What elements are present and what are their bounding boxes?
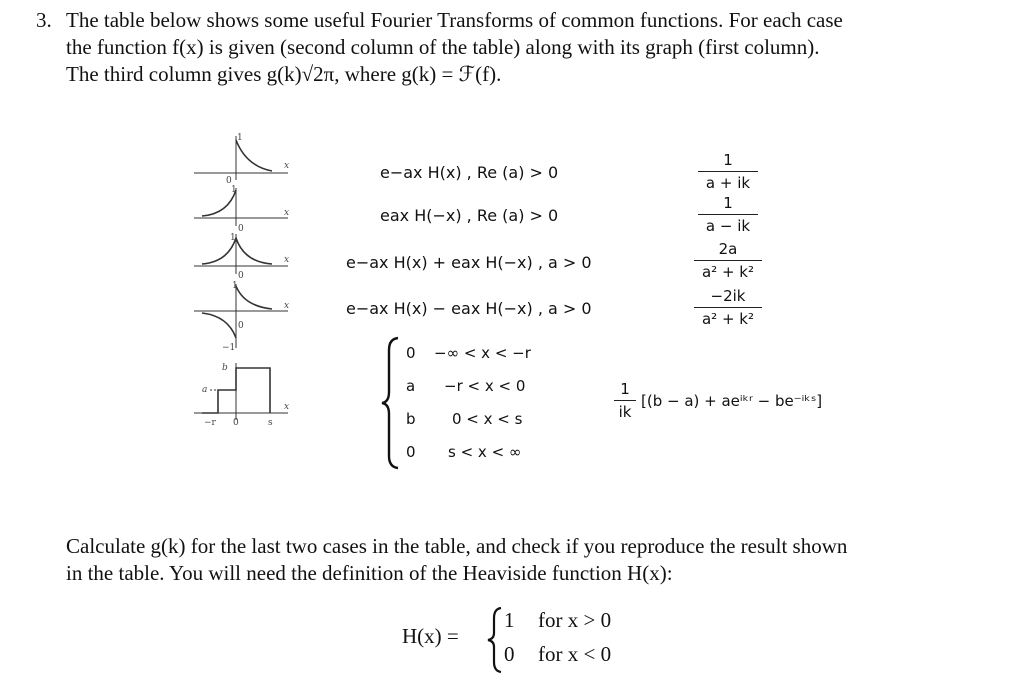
last-result-frac (614, 380, 636, 421)
f-row-1: e−ax H(x) , Re (a) > 0 (380, 163, 559, 182)
heaviside-case-2-cond: for x < 0 (538, 642, 612, 666)
heaviside-case-1-cond: for x > 0 (538, 608, 612, 632)
pw-row-4-value: 0 (406, 443, 416, 461)
pw-row-3-value: b (406, 410, 416, 428)
piecewise-row-3 (406, 410, 523, 428)
bottom-instructions (66, 533, 1006, 587)
bottom-line-1: Calculate g(k) for the last two cases in the table, and check if you reproduce the result shown (66, 534, 848, 558)
graph2-label-one: 1 (231, 185, 237, 195)
problem-statement (66, 7, 1006, 88)
graph3-label-x: x (284, 255, 290, 265)
graph1-label-one: 1 (237, 133, 243, 143)
pw-row-4-cond: s < x < ∞ (448, 443, 522, 461)
statement-line-3: The third column gives g(k)√2π, where g(k) = ℱ(f). (66, 62, 502, 86)
piecewise-row-4 (406, 443, 522, 461)
graph2-label-zero: 0 (238, 224, 244, 234)
function-graphs (188, 128, 298, 433)
g-row-2-den: a − ik (705, 217, 751, 235)
last-result-num: 1 (620, 380, 630, 398)
graph3-curve (202, 238, 272, 264)
graph4-curve-left (202, 313, 236, 338)
g-row-2 (698, 194, 758, 235)
f-row-2: eax H(−x) , Re (a) > 0 (380, 206, 559, 225)
statement-line-1: The table below shows some useful Fourier Transforms of common functions. For each case (66, 8, 843, 32)
graph1-label-zero: 0 (226, 176, 232, 186)
heaviside-lhs: H(x) = (402, 624, 459, 648)
graph5-label-minus-r: −r (204, 418, 216, 428)
graph4-label-minus-one: −1 (222, 343, 236, 353)
graph2-label-x: x (284, 208, 290, 218)
g-row-4-num: −2ik (710, 287, 746, 305)
f-row-3: e−ax H(x) + eax H(−x) , a > 0 (346, 253, 592, 272)
graph5-label-s: s (268, 418, 273, 428)
graph3-label-zero: 0 (238, 271, 244, 281)
graph5-label-x: x (284, 402, 290, 412)
piecewise-brace (380, 336, 402, 470)
g-row-1 (698, 151, 758, 192)
graph4-label-x: x (284, 301, 290, 311)
pw-row-1-cond: −∞ < x < −r (434, 344, 531, 362)
pw-row-3-cond: 0 < x < s (452, 410, 523, 428)
heaviside-case-1-value: 1 (504, 608, 515, 632)
heaviside-case-2-value: 0 (504, 642, 515, 666)
graph1-label-x: x (284, 161, 290, 171)
problem-number: 3. (36, 8, 52, 32)
graph5-label-a: a (202, 385, 208, 395)
piecewise-row-1 (406, 344, 531, 362)
graph4-label-one: 1 (232, 281, 238, 291)
statement-line-2: the function f(x) is given (second column of the table) along with its graph (first column). (66, 35, 820, 59)
graph3-label-one: 1 (230, 233, 236, 243)
pw-row-2-cond: −r < x < 0 (444, 377, 526, 395)
f-row-4: e−ax H(x) − eax H(−x) , a > 0 (346, 299, 592, 318)
heaviside-brace (486, 606, 504, 674)
g-row-1-den: a + ik (705, 174, 751, 192)
pw-row-2-value: a (406, 377, 416, 395)
last-result-expr: [(b − a) + aeⁱᵏʳ − be⁻ⁱᵏˢ] (641, 392, 823, 410)
g-row-4 (694, 287, 762, 328)
g-row-3-num: 2a (718, 240, 738, 258)
graph5-label-zero: 0 (233, 418, 239, 428)
g-row-1-num: 1 (723, 151, 733, 169)
g-row-2-num: 1 (723, 194, 733, 212)
piecewise-row-2 (406, 377, 526, 395)
pw-row-1-value: 0 (406, 344, 416, 362)
last-result-den: ik (618, 403, 632, 421)
graph4-label-zero: 0 (238, 321, 244, 331)
graph5-label-b: b (222, 363, 228, 373)
graph4-curve-right (236, 286, 272, 309)
g-row-4-den: a² + k² (701, 310, 754, 328)
bottom-line-2: in the table. You will need the definition of the Heaviside function H(x): (66, 561, 673, 585)
g-row-3-den: a² + k² (701, 263, 754, 281)
graph1-curve (236, 140, 272, 171)
g-row-3 (694, 240, 762, 281)
